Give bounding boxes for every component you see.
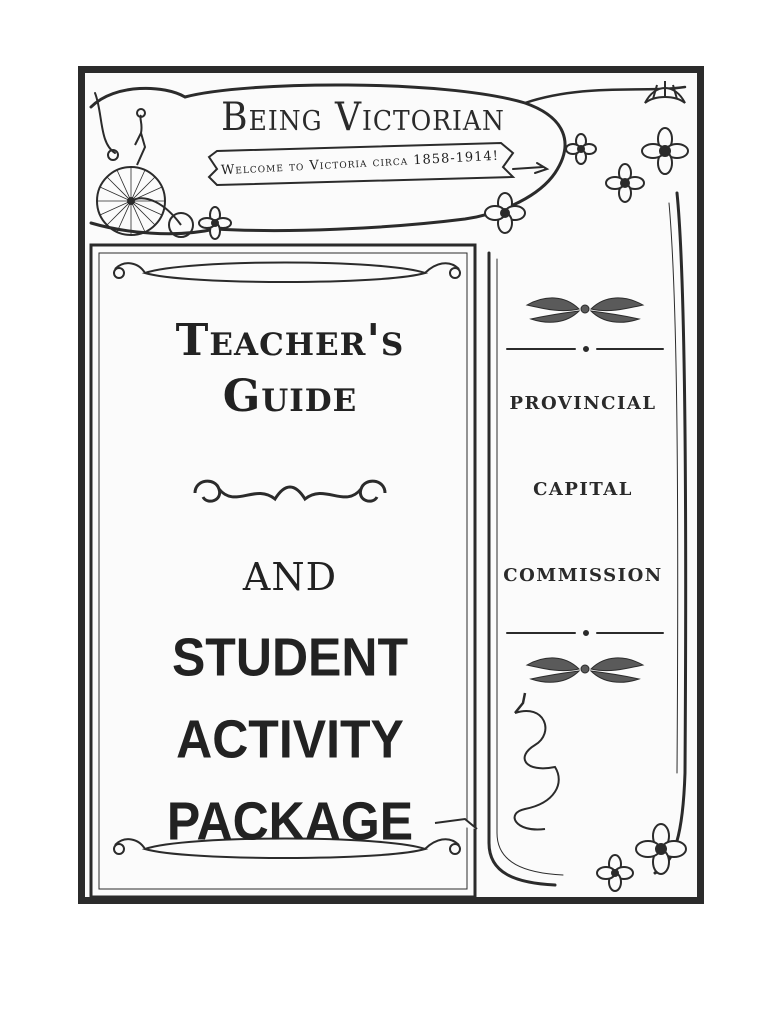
sub-heading-line-1: STUDENT xyxy=(171,626,409,688)
sub-heading xyxy=(105,616,475,862)
connector-word: AND xyxy=(242,555,338,599)
page-title: Being Victorian xyxy=(221,94,505,141)
heading-line-1: Teacher's xyxy=(175,315,405,366)
sub-heading-line-3: PACKAGE xyxy=(166,790,414,852)
flower-icon xyxy=(597,824,686,891)
main-heading xyxy=(105,313,475,425)
org-line-provincial: PROVINCIAL xyxy=(509,393,657,414)
org-line-commission: COMMISSION xyxy=(503,565,663,586)
penny-farthing-icon xyxy=(97,109,193,237)
heading-line-2: Guide xyxy=(222,371,358,422)
page-subtitle: Welcome to Victoria circa 1858-1914! xyxy=(220,148,500,179)
cover-page xyxy=(78,66,704,904)
org-line-capital: CAPITAL xyxy=(533,479,633,500)
flourish-ornament xyxy=(195,481,385,501)
sub-heading-line-2: ACTIVITY xyxy=(176,708,404,770)
